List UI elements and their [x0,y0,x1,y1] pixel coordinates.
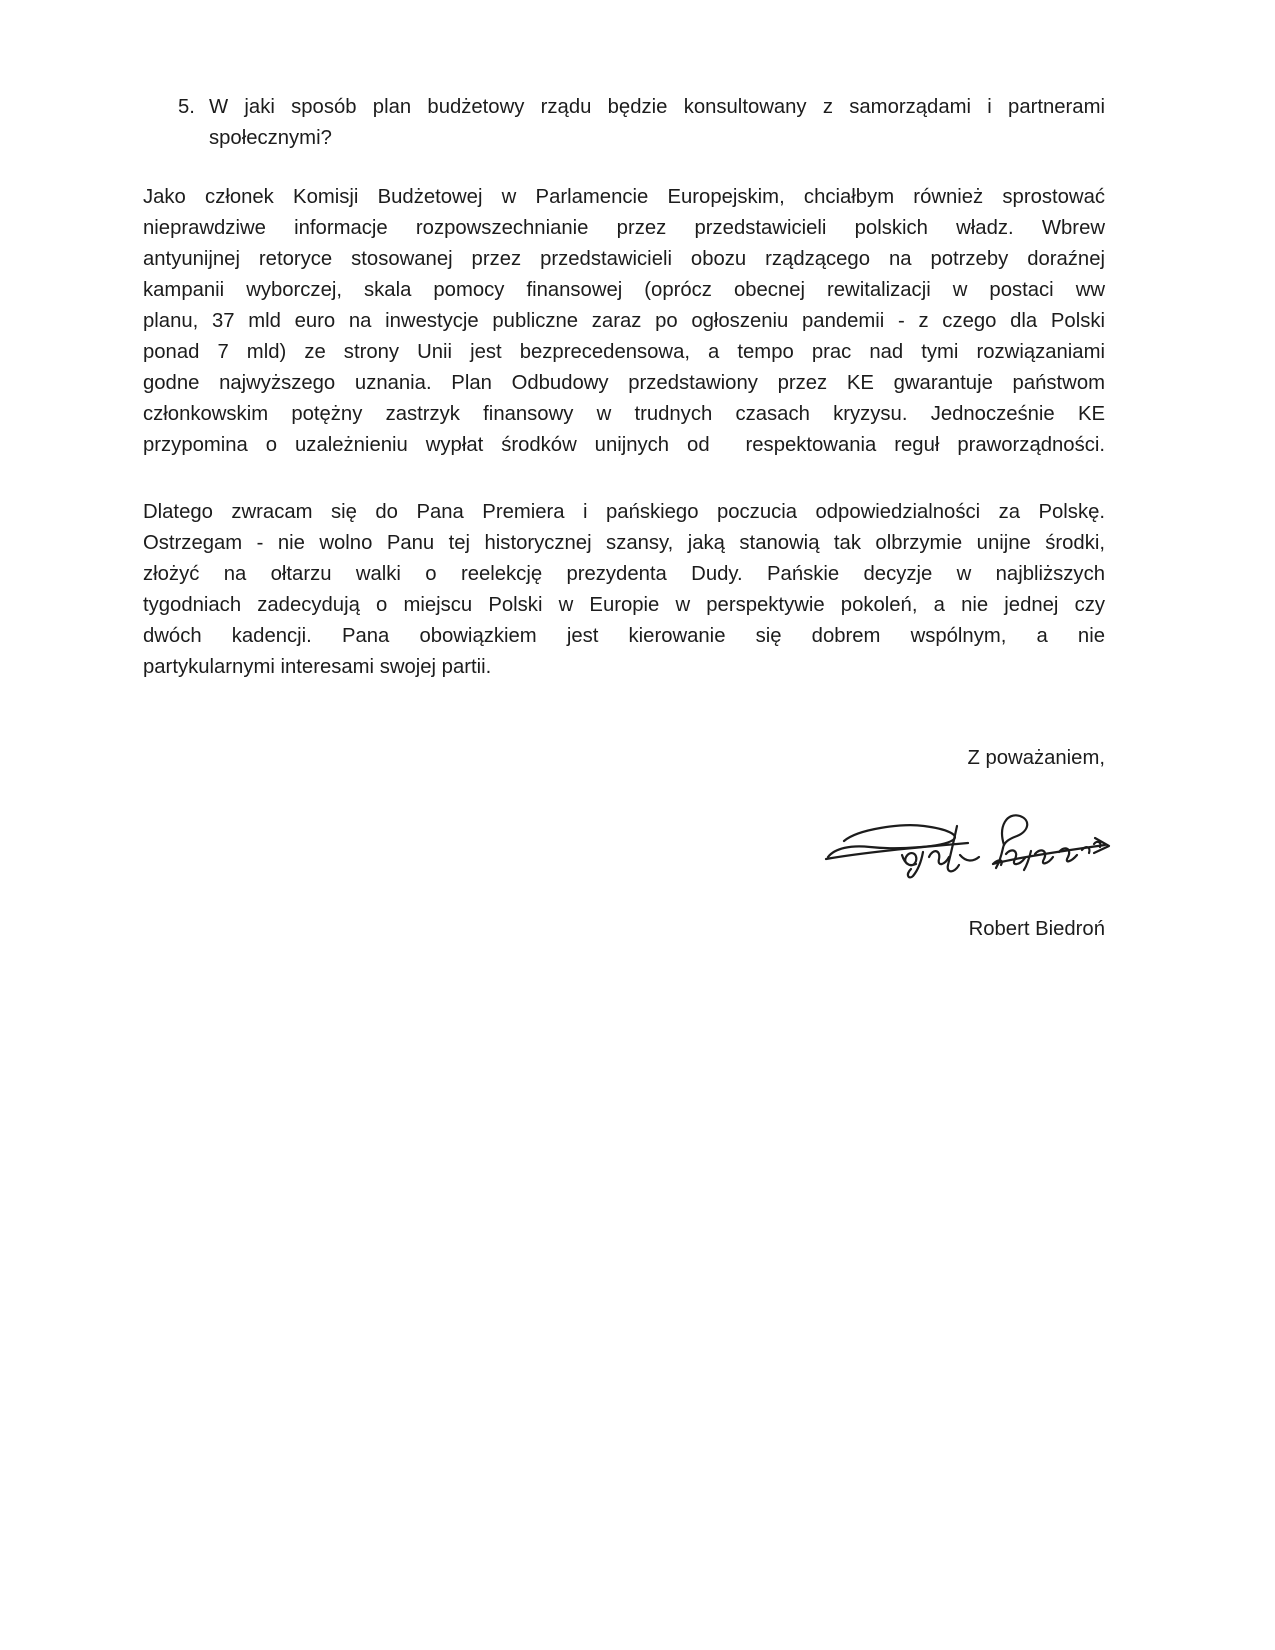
paragraph-line: Ostrzegam - nie wolno Panu tej historycznej szansy, jaką stanowią tak olbrzymie unijne środki, [143,532,1105,554]
list-number: 5. [178,96,195,118]
paragraph-line: Jako członek Komisji Budżetowej w Parlamencie Europejskim, chciałbym również sprostować [143,186,1105,208]
question-line: W jaki sposób plan budżetowy rządu będzie konsultowany z samorządami i partnerami [209,96,1105,118]
paragraph-line: członkowskim potężny zastrzyk finansowy w trudnych czasach kryzysu. Jednocześnie KE [143,403,1105,425]
signature-image [810,795,1120,900]
paragraph-line: przypomina o uzależnieniu wypłat środków unijnych od respektowania reguł praworządności. [143,434,1105,456]
handwritten-signature-icon [810,795,1120,900]
valediction: Z poważaniem, [967,747,1105,769]
paragraph-budget-clarification [143,182,1105,461]
paragraph-line: kampanii wyborczej, skala pomocy finansowej (oprócz obecnej rewitalizacji w postaci ww [143,279,1105,301]
paragraph-line: dwóch kadencji. Pana obowiązkiem jest kierowanie się dobrem wspólnym, a nie [143,625,1105,647]
paragraph-line: Dlatego zwracam się do Pana Premiera i pańskiego poczucia odpowiedzialności za Polskę. [143,501,1105,523]
paragraph-line: nieprawdziwe informacje rozpowszechnianie przez przedstawicieli polskich władz. Wbrew [143,217,1105,239]
paragraph-line: złożyć na ołtarzu walki o reelekcję prezydenta Dudy. Pańskie decyzje w najbliższych [143,563,1105,585]
question-line: społecznymi? [209,127,332,149]
signatory-name: Robert Biedroń [968,918,1105,940]
paragraph-appeal [143,497,1105,683]
paragraph-line: tygodniach zadecydują o miejscu Polski w Europie w perspektywie pokoleń, a nie jednej czy [143,594,1105,616]
paragraph-line: planu, 37 mld euro na inwestycje publiczne zaraz po ogłoszeniu pandemii - z czego dla Polski [143,310,1105,332]
numbered-question-item [143,92,1171,154]
paragraph-line: godne najwyższego uznania. Plan Odbudowy przedstawiony przez KE gwarantuje państwom [143,372,1105,394]
paragraph-line: partykularnymi interesami swojej partii. [143,656,492,678]
paragraph-line: ponad 7 mld) ze strony Unii jest bezprecedensowa, a tempo prac nad tymi rozwiązaniami [143,341,1105,363]
paragraph-line: antyunijnej retoryce stosowanej przez przedstawicieli obozu rządzącego na potrzeby doraźnej [143,248,1105,270]
